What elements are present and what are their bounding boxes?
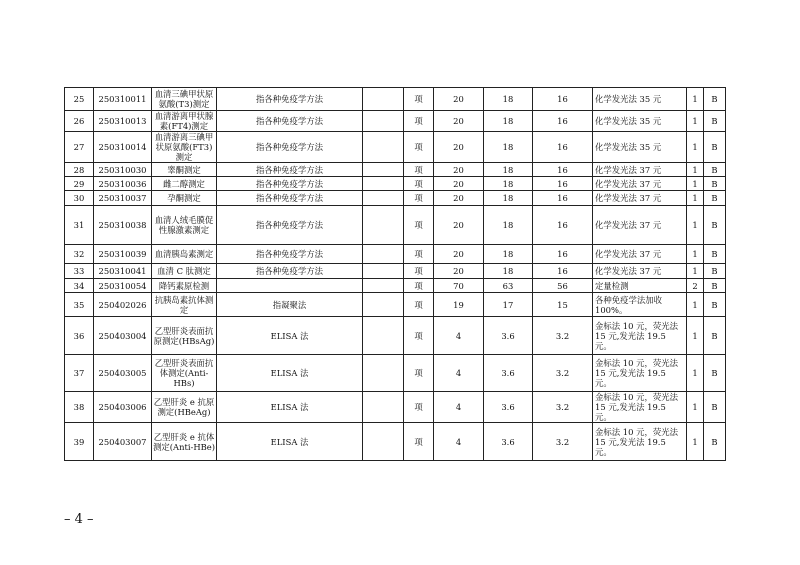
category: 1 — [687, 245, 704, 264]
project-name: 雌二醇测定 — [152, 177, 217, 191]
price-level-1: 4 — [434, 317, 484, 355]
unit: 项 — [404, 132, 434, 163]
excluded-content — [363, 191, 404, 206]
price-level-1: 20 — [434, 177, 484, 191]
table-row — [65, 191, 726, 206]
note: 化学发光法 37 元 — [593, 177, 687, 191]
row-number: 35 — [65, 293, 94, 317]
unit: 项 — [404, 423, 434, 461]
project-name: 抗胰岛素抗体测定 — [152, 293, 217, 317]
price-level-2: 18 — [484, 88, 533, 111]
project-name: 血清胰岛素测定 — [152, 245, 217, 264]
category: 1 — [687, 191, 704, 206]
price-level-3: 16 — [533, 111, 593, 132]
price-level-1: 4 — [434, 423, 484, 461]
type: B — [704, 317, 726, 355]
project-content: 指各种免疫学方法 — [217, 264, 363, 279]
project-code: 250403004 — [94, 317, 152, 355]
price-level-3: 3.2 — [533, 392, 593, 423]
price-level-1: 20 — [434, 245, 484, 264]
price-table — [64, 87, 726, 461]
price-level-2: 18 — [484, 132, 533, 163]
excluded-content — [363, 355, 404, 392]
excluded-content — [363, 279, 404, 293]
note: 金标法 10 元，荧光法 15 元,发光法 19.5 元。 — [593, 392, 687, 423]
unit: 项 — [404, 392, 434, 423]
price-level-3: 15 — [533, 293, 593, 317]
table-row — [65, 279, 726, 293]
price-level-1: 20 — [434, 264, 484, 279]
type: B — [704, 206, 726, 245]
excluded-content — [363, 132, 404, 163]
project-code: 250402026 — [94, 293, 152, 317]
type: B — [704, 293, 726, 317]
price-level-3: 3.2 — [533, 317, 593, 355]
unit: 项 — [404, 264, 434, 279]
excluded-content — [363, 111, 404, 132]
type: B — [704, 177, 726, 191]
type: B — [704, 279, 726, 293]
note: 化学发光法 35 元 — [593, 111, 687, 132]
unit: 项 — [404, 317, 434, 355]
table-row — [65, 206, 726, 245]
project-name: 血清 C 肽测定 — [152, 264, 217, 279]
page-number: – 4 – — [64, 512, 94, 527]
price-level-2: 18 — [484, 245, 533, 264]
table-row — [65, 264, 726, 279]
category: 1 — [687, 392, 704, 423]
project-name: 血清游离甲状腺素(FT4)测定 — [152, 111, 217, 132]
price-level-2: 3.6 — [484, 317, 533, 355]
unit: 项 — [404, 206, 434, 245]
unit: 项 — [404, 293, 434, 317]
category: 2 — [687, 279, 704, 293]
project-content: 指各种免疫学方法 — [217, 88, 363, 111]
category: 1 — [687, 177, 704, 191]
project-name: 乙型肝炎 e 抗原测定(HBeAg) — [152, 392, 217, 423]
type: B — [704, 191, 726, 206]
price-level-2: 63 — [484, 279, 533, 293]
type: B — [704, 355, 726, 392]
type: B — [704, 264, 726, 279]
note: 定量检测 — [593, 279, 687, 293]
price-level-2: 3.6 — [484, 392, 533, 423]
price-level-3: 16 — [533, 132, 593, 163]
note: 金标法 10 元，荧光法 15 元,发光法 19.5 元。 — [593, 355, 687, 392]
price-level-2: 18 — [484, 111, 533, 132]
category: 1 — [687, 163, 704, 177]
project-code: 250310014 — [94, 132, 152, 163]
project-name: 血清游离三碘甲状原氨酸(FT3)测定 — [152, 132, 217, 163]
note: 化学发光法 35 元 — [593, 132, 687, 163]
excluded-content — [363, 293, 404, 317]
note: 化学发光法 37 元 — [593, 206, 687, 245]
row-number: 28 — [65, 163, 94, 177]
project-content: ELISA 法 — [217, 355, 363, 392]
price-level-2: 18 — [484, 163, 533, 177]
project-name: 乙型肝炎 e 抗体测定(Anti-HBe) — [152, 423, 217, 461]
project-code: 250310036 — [94, 177, 152, 191]
row-number: 32 — [65, 245, 94, 264]
row-number: 36 — [65, 317, 94, 355]
price-level-3: 16 — [533, 245, 593, 264]
price-level-3: 56 — [533, 279, 593, 293]
category: 1 — [687, 423, 704, 461]
row-number: 37 — [65, 355, 94, 392]
category: 1 — [687, 206, 704, 245]
price-level-1: 19 — [434, 293, 484, 317]
project-content: ELISA 法 — [217, 317, 363, 355]
type: B — [704, 245, 726, 264]
excluded-content — [363, 317, 404, 355]
price-level-3: 16 — [533, 88, 593, 111]
category: 1 — [687, 132, 704, 163]
type: B — [704, 111, 726, 132]
project-content: 指各种免疫学方法 — [217, 132, 363, 163]
category: 1 — [687, 88, 704, 111]
row-number: 30 — [65, 191, 94, 206]
project-content: 指各种免疫学方法 — [217, 111, 363, 132]
price-level-1: 70 — [434, 279, 484, 293]
unit: 项 — [404, 88, 434, 111]
price-level-1: 20 — [434, 132, 484, 163]
price-level-2: 18 — [484, 191, 533, 206]
excluded-content — [363, 423, 404, 461]
excluded-content — [363, 163, 404, 177]
price-level-1: 20 — [434, 191, 484, 206]
unit: 项 — [404, 111, 434, 132]
project-content: ELISA 法 — [217, 392, 363, 423]
type: B — [704, 88, 726, 111]
price-level-1: 20 — [434, 88, 484, 111]
unit: 项 — [404, 163, 434, 177]
price-level-2: 18 — [484, 177, 533, 191]
project-code: 250310041 — [94, 264, 152, 279]
note: 化学发光法 35 元 — [593, 88, 687, 111]
project-name: 血清人绒毛膜促性腺激素测定 — [152, 206, 217, 245]
price-level-1: 4 — [434, 392, 484, 423]
project-content: 指各种免疫学方法 — [217, 191, 363, 206]
note: 化学发光法 37 元 — [593, 245, 687, 264]
price-level-2: 17 — [484, 293, 533, 317]
row-number: 39 — [65, 423, 94, 461]
table-row — [65, 423, 726, 461]
project-content: 指各种免疫学方法 — [217, 177, 363, 191]
project-name: 乙型肝炎表面抗原测定(HBsAg) — [152, 317, 217, 355]
row-number: 31 — [65, 206, 94, 245]
note: 金标法 10 元，荧光法 15 元,发光法 19.5 元。 — [593, 317, 687, 355]
project-code: 250310039 — [94, 245, 152, 264]
price-level-1: 4 — [434, 355, 484, 392]
category: 1 — [687, 293, 704, 317]
excluded-content — [363, 392, 404, 423]
row-number: 38 — [65, 392, 94, 423]
project-name: 睾酮测定 — [152, 163, 217, 177]
price-level-3: 16 — [533, 191, 593, 206]
type: B — [704, 423, 726, 461]
unit: 项 — [404, 245, 434, 264]
table-row — [65, 355, 726, 392]
project-content: ELISA 法 — [217, 423, 363, 461]
project-code: 250310030 — [94, 163, 152, 177]
row-number: 27 — [65, 132, 94, 163]
project-code: 250310054 — [94, 279, 152, 293]
note: 各种免疫学法加收 100%。 — [593, 293, 687, 317]
price-level-3: 3.2 — [533, 355, 593, 392]
price-level-2: 3.6 — [484, 355, 533, 392]
table-row — [65, 317, 726, 355]
unit: 项 — [404, 191, 434, 206]
project-name: 血清三碘甲状原氨酸(T3)测定 — [152, 88, 217, 111]
note: 化学发光法 37 元 — [593, 191, 687, 206]
project-content: 指各种免疫学方法 — [217, 163, 363, 177]
table-row — [65, 245, 726, 264]
table-row — [65, 293, 726, 317]
category: 1 — [687, 355, 704, 392]
table-row — [65, 88, 726, 111]
row-number: 34 — [65, 279, 94, 293]
unit: 项 — [404, 355, 434, 392]
type: B — [704, 132, 726, 163]
price-level-1: 20 — [434, 163, 484, 177]
project-code: 250310011 — [94, 88, 152, 111]
project-code: 250310037 — [94, 191, 152, 206]
price-level-3: 16 — [533, 264, 593, 279]
project-code: 250403007 — [94, 423, 152, 461]
project-code: 250310013 — [94, 111, 152, 132]
excluded-content — [363, 88, 404, 111]
price-level-2: 18 — [484, 264, 533, 279]
project-content: 指凝聚法 — [217, 293, 363, 317]
table-row — [65, 111, 726, 132]
unit: 项 — [404, 279, 434, 293]
price-level-2: 18 — [484, 206, 533, 245]
excluded-content — [363, 264, 404, 279]
row-number: 29 — [65, 177, 94, 191]
price-level-1: 20 — [434, 111, 484, 132]
project-name: 乙型肝炎表面抗体测定(Anti-HBs) — [152, 355, 217, 392]
project-name: 孕酮测定 — [152, 191, 217, 206]
category: 1 — [687, 264, 704, 279]
row-number: 25 — [65, 88, 94, 111]
project-name: 降钙素原检测 — [152, 279, 217, 293]
project-content: 指各种免疫学方法 — [217, 206, 363, 245]
row-number: 33 — [65, 264, 94, 279]
price-level-2: 3.6 — [484, 423, 533, 461]
unit: 项 — [404, 177, 434, 191]
price-level-3: 16 — [533, 163, 593, 177]
excluded-content — [363, 206, 404, 245]
price-level-3: 16 — [533, 177, 593, 191]
table-row — [65, 163, 726, 177]
category: 1 — [687, 317, 704, 355]
note: 金标法 10 元，荧光法 15 元,发光法 19.5 元。 — [593, 423, 687, 461]
row-number: 26 — [65, 111, 94, 132]
category: 1 — [687, 111, 704, 132]
project-code: 250403005 — [94, 355, 152, 392]
excluded-content — [363, 245, 404, 264]
type: B — [704, 163, 726, 177]
note: 化学发光法 37 元 — [593, 264, 687, 279]
excluded-content — [363, 177, 404, 191]
project-content — [217, 279, 363, 293]
type: B — [704, 392, 726, 423]
price-level-3: 16 — [533, 206, 593, 245]
price-level-3: 3.2 — [533, 423, 593, 461]
note: 化学发光法 37 元 — [593, 163, 687, 177]
table-row — [65, 177, 726, 191]
price-level-1: 20 — [434, 206, 484, 245]
project-code: 250310038 — [94, 206, 152, 245]
project-content: 指各种免疫学方法 — [217, 245, 363, 264]
table-row — [65, 392, 726, 423]
table-row — [65, 132, 726, 163]
project-code: 250403006 — [94, 392, 152, 423]
